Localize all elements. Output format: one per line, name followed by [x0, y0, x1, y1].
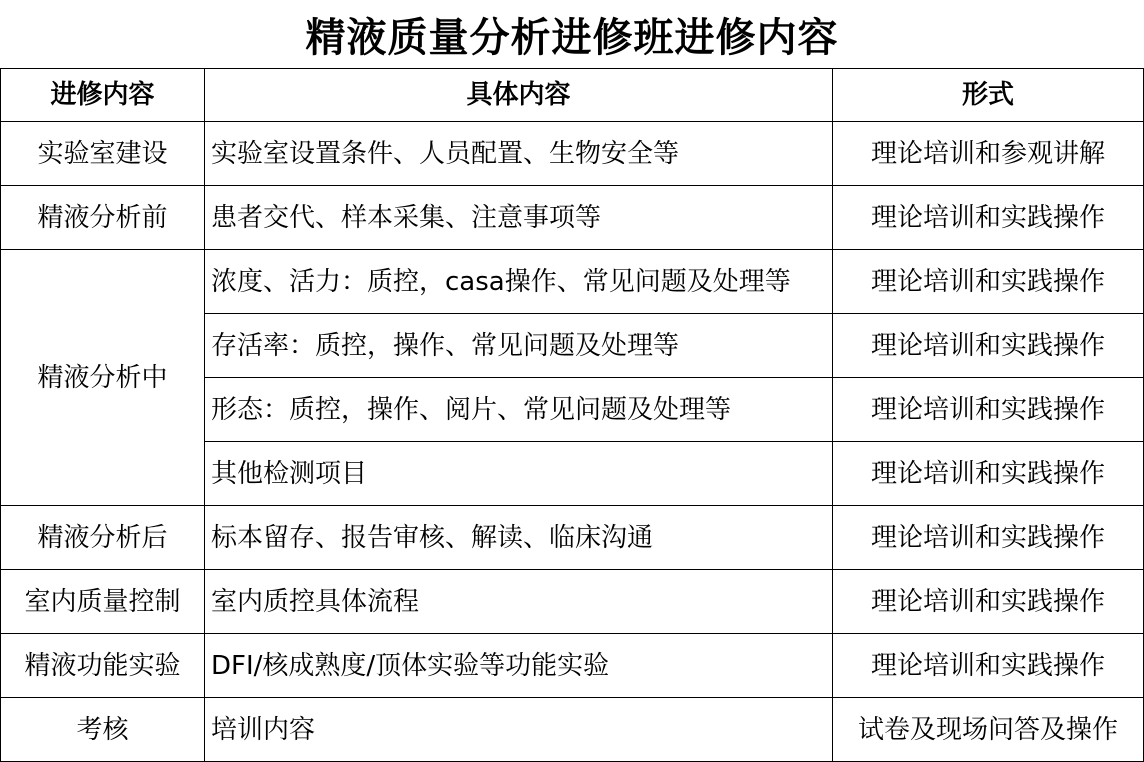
detail-cell: 实验室设置条件、人员配置、生物安全等 [205, 122, 833, 186]
category-cell: 精液功能实验 [1, 634, 205, 698]
detail-cell: 培训内容 [205, 698, 833, 762]
table-row [1, 698, 1144, 762]
page-title: 精液质量分析进修班进修内容 [305, 14, 839, 61]
table-row [1, 250, 1144, 314]
course-table [0, 68, 1144, 762]
detail-cell: 室内质控具体流程 [205, 570, 833, 634]
detail-cell: 存活率：质控，操作、常见问题及处理等 [205, 314, 833, 378]
form-cell: 试卷及现场问答及操作 [833, 698, 1144, 762]
category-cell: 实验室建设 [1, 122, 205, 186]
category-cell: 室内质量控制 [1, 570, 205, 634]
category-cell: 精液分析后 [1, 506, 205, 570]
detail-cell: DFI/核成熟度/顶体实验等功能实验 [205, 634, 833, 698]
category-cell: 考核 [1, 698, 205, 762]
header-category: 进修内容 [1, 69, 205, 122]
form-cell: 理论培训和实践操作 [833, 506, 1144, 570]
table-row [1, 506, 1144, 570]
detail-cell: 患者交代、样本采集、注意事项等 [205, 186, 833, 250]
form-cell: 理论培训和实践操作 [833, 378, 1144, 442]
table-row [1, 122, 1144, 186]
form-cell: 理论培训和实践操作 [833, 634, 1144, 698]
header-detail: 具体内容 [205, 69, 833, 122]
header-form: 形式 [833, 69, 1144, 122]
detail-cell: 标本留存、报告审核、解读、临床沟通 [205, 506, 833, 570]
category-cell: 精液分析中 [1, 250, 205, 506]
form-cell: 理论培训和实践操作 [833, 442, 1144, 506]
table-row [1, 186, 1144, 250]
table-header-row [1, 69, 1144, 122]
category-cell: 精液分析前 [1, 186, 205, 250]
detail-cell: 形态：质控，操作、阅片、常见问题及处理等 [205, 378, 833, 442]
table-row [1, 634, 1144, 698]
form-cell: 理论培训和参观讲解 [833, 122, 1144, 186]
form-cell: 理论培训和实践操作 [833, 186, 1144, 250]
table-row [1, 570, 1144, 634]
form-cell: 理论培训和实践操作 [833, 250, 1144, 314]
detail-cell: 其他检测项目 [205, 442, 833, 506]
form-cell: 理论培训和实践操作 [833, 570, 1144, 634]
form-cell: 理论培训和实践操作 [833, 314, 1144, 378]
detail-cell: 浓度、活力：质控，casa操作、常见问题及处理等 [205, 250, 833, 314]
